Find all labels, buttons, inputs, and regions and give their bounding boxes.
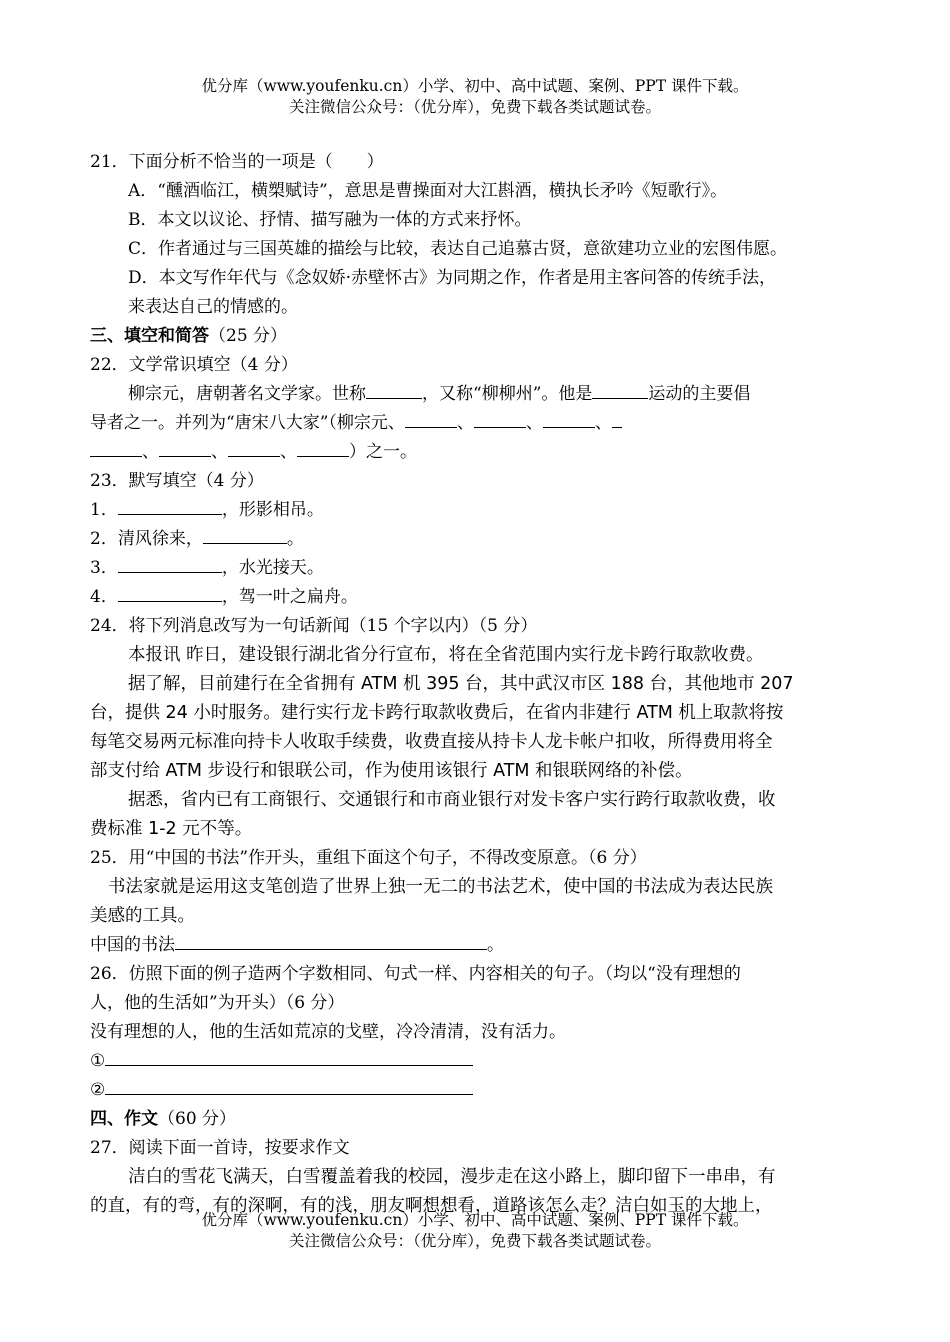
q21-option-d-cont: 来表达自己的情感的。 bbox=[128, 297, 298, 317]
q21-stem: 21．下面分析不恰当的一项是（ ） bbox=[90, 152, 384, 172]
q22-text: 导者之一。并列为“唐宋八大家”（柳宗元、 bbox=[90, 413, 405, 433]
section-4-score: （60 分） bbox=[158, 1109, 237, 1129]
q22-sep: 、 bbox=[211, 442, 228, 462]
q22-sep: 、 bbox=[594, 413, 612, 433]
q23-num: 4． bbox=[90, 587, 118, 607]
footer-line-1: 优分库（www.youfenku.cn）小学、初中、高中试题、案例、PPT 课件下载。 bbox=[201, 1211, 749, 1229]
fill-blank[interactable] bbox=[592, 380, 648, 399]
q24-news-p2-line4: 部支付给 ATM 步设行和银联公司，作为使用该银行 ATM 和银联网络的补偿。 bbox=[90, 761, 693, 781]
q25-answer-line bbox=[90, 931, 870, 960]
q24-news-p2-line1: 据了解，目前建行在全省拥有 ATM 机 395 台，其中武汉市区 188 台，其他地市 207 bbox=[128, 674, 794, 694]
q24-news-p2-line3: 每笔交易两元标准向持卡人收取手续费，收费直接从持卡人龙卡帐户扣收，所得费用将全 bbox=[90, 732, 773, 752]
q24-news-p3-line1: 据悉，省内已有工商银行、交通银行和市商业银行对发卡客户实行跨行取款收费，收 bbox=[128, 790, 776, 810]
q26-example: 没有理想的人，他的生活如荒凉的戈壁，冷冷清清，没有活力。 bbox=[90, 1022, 566, 1042]
q21-option-a: A．“醺酒临江，横槊赋诗”，意思是曹操面对大江斟酒，横执长矛吟《短歌行》。 bbox=[128, 181, 728, 201]
q25-sentence-line1: 书法家就是运用这支笔创造了世界上独一无二的书法艺术，使中国的书法成为表达民族 bbox=[108, 877, 773, 897]
q27-poem-line2: 的直，有的弯，有的深啊，有的浅，朋友啊想想看，道路该怎么走？洁白如玉的大地上， bbox=[90, 1196, 773, 1216]
fill-blank[interactable] bbox=[90, 438, 142, 457]
fill-blank[interactable] bbox=[474, 409, 526, 428]
q22-sep: 、 bbox=[456, 413, 474, 433]
q23-text: 2．清风徐来， bbox=[90, 529, 203, 549]
q24-stem: 24．将下列消息改写为一句话新闻（15 个字以内）（5 分） bbox=[90, 616, 538, 636]
answer-blank[interactable] bbox=[105, 1076, 473, 1095]
q24-news-p2-line2: 台，提供 24 小时服务。建行实行龙卡跨行取款收费后，在省内非建行 ATM 机上取款将按 bbox=[90, 703, 784, 723]
header-line-1: 优分库（www.youfenku.cn）小学、初中、高中试题、案例、PPT 课件下载。 bbox=[201, 77, 749, 95]
q23-text: ，水光接天。 bbox=[221, 558, 324, 578]
q23-stem: 23．默写填空（4 分） bbox=[90, 471, 264, 491]
q25-stem: 25．用“中国的书法”作开头，重组下面这个句子，不得改变原意。（6 分） bbox=[90, 848, 647, 868]
fill-blank[interactable] bbox=[203, 525, 287, 544]
page-footer bbox=[0, 1210, 950, 1252]
q24-news-p3-line2: 费标准 1-2 元不等。 bbox=[90, 819, 253, 839]
header-line-2: 关注微信公众号：（优分库），免费下载各类试题试卷。 bbox=[288, 98, 661, 116]
q23-num: 1． bbox=[90, 500, 118, 520]
answer-blank[interactable] bbox=[105, 1047, 473, 1066]
page-header bbox=[0, 76, 950, 118]
q22-sep: 、 bbox=[142, 442, 159, 462]
fill-blank[interactable] bbox=[612, 409, 622, 428]
section-4-title: 四、作文 bbox=[90, 1109, 158, 1129]
section-4-heading bbox=[90, 1105, 870, 1134]
answer-blank[interactable] bbox=[175, 931, 487, 950]
q22-line-1 bbox=[90, 380, 870, 409]
q22-text: 运动的主要倡 bbox=[648, 384, 751, 404]
fill-blank[interactable] bbox=[118, 554, 222, 573]
q26-stem-line2: 人，他的生活如”为开头）（6 分） bbox=[90, 993, 345, 1013]
document-body bbox=[90, 148, 870, 1221]
q21-option-c: C．作者通过与三国英雄的描绘与比较，表达自己追慕古贤，意欲建功立业的宏图伟愿。 bbox=[128, 239, 788, 259]
fill-blank[interactable] bbox=[366, 380, 422, 399]
q22-text: ，又称“柳柳州”。他是 bbox=[422, 384, 593, 404]
fill-blank[interactable] bbox=[228, 438, 280, 457]
q23-item-2 bbox=[90, 525, 870, 554]
q25-answer-end: 。 bbox=[487, 935, 504, 955]
q22-stem: 22．文学常识填空（4 分） bbox=[90, 355, 298, 375]
q27-poem-line1: 洁白的雪花飞满天，白雪覆盖着我的校园，漫步走在这小路上，脚印留下一串串，有 bbox=[128, 1167, 776, 1187]
q27-stem: 27．阅读下面一首诗，按要求作文 bbox=[90, 1138, 350, 1158]
q23-item-4 bbox=[90, 583, 870, 612]
q23-item-3 bbox=[90, 554, 870, 583]
section-3-heading bbox=[90, 322, 870, 351]
q23-text: 。 bbox=[286, 529, 304, 549]
section-3-score: （25 分） bbox=[209, 326, 288, 346]
section-3-title: 三、填空和简答 bbox=[90, 326, 209, 346]
q23-text: ，形影相吊。 bbox=[221, 500, 324, 520]
q25-answer-prefix: 中国的书法 bbox=[90, 935, 175, 955]
q22-sep: 、 bbox=[525, 413, 543, 433]
q24-news-p1: 本报讯 昨日，建设银行湖北省分行宣布，将在全省范围内实行龙卡跨行取款收费。 bbox=[128, 645, 764, 665]
q26-stem-line1: 26．仿照下面的例子造两个字数相同、句式一样、内容相关的句子。（均以“没有理想的 bbox=[90, 964, 741, 984]
q21-option-b: B．本文以议论、抒情、描写融为一体的方式来抒怀。 bbox=[128, 210, 532, 230]
q21-option-d: D．本文写作年代与《念奴娇·赤壁怀古》为同期之作，作者是用主客问答的传统手法， bbox=[128, 268, 777, 288]
q22-line-3 bbox=[90, 438, 870, 467]
q23-num: 3． bbox=[90, 558, 118, 578]
q26-number: ② bbox=[90, 1080, 106, 1100]
fill-blank[interactable] bbox=[118, 583, 222, 602]
q23-text: ，驾一叶之扁舟。 bbox=[221, 587, 358, 607]
q22-text: 柳宗元，唐朝著名文学家。世称 bbox=[128, 384, 366, 404]
fill-blank[interactable] bbox=[543, 409, 595, 428]
q26-answer-2 bbox=[90, 1076, 870, 1105]
q22-sep: 、 bbox=[280, 442, 297, 462]
q25-sentence-line2: 美感的工具。 bbox=[90, 906, 195, 926]
q22-line-2 bbox=[90, 409, 870, 438]
fill-blank[interactable] bbox=[405, 409, 457, 428]
fill-blank[interactable] bbox=[118, 496, 222, 515]
footer-line-2: 关注微信公众号：（优分库），免费下载各类试题试卷。 bbox=[288, 1232, 661, 1250]
q26-number: ① bbox=[90, 1051, 106, 1071]
fill-blank[interactable] bbox=[159, 438, 211, 457]
q23-item-1 bbox=[90, 496, 870, 525]
q26-answer-1 bbox=[90, 1047, 870, 1076]
fill-blank[interactable] bbox=[297, 438, 349, 457]
q22-text: ）之一。 bbox=[349, 442, 417, 462]
